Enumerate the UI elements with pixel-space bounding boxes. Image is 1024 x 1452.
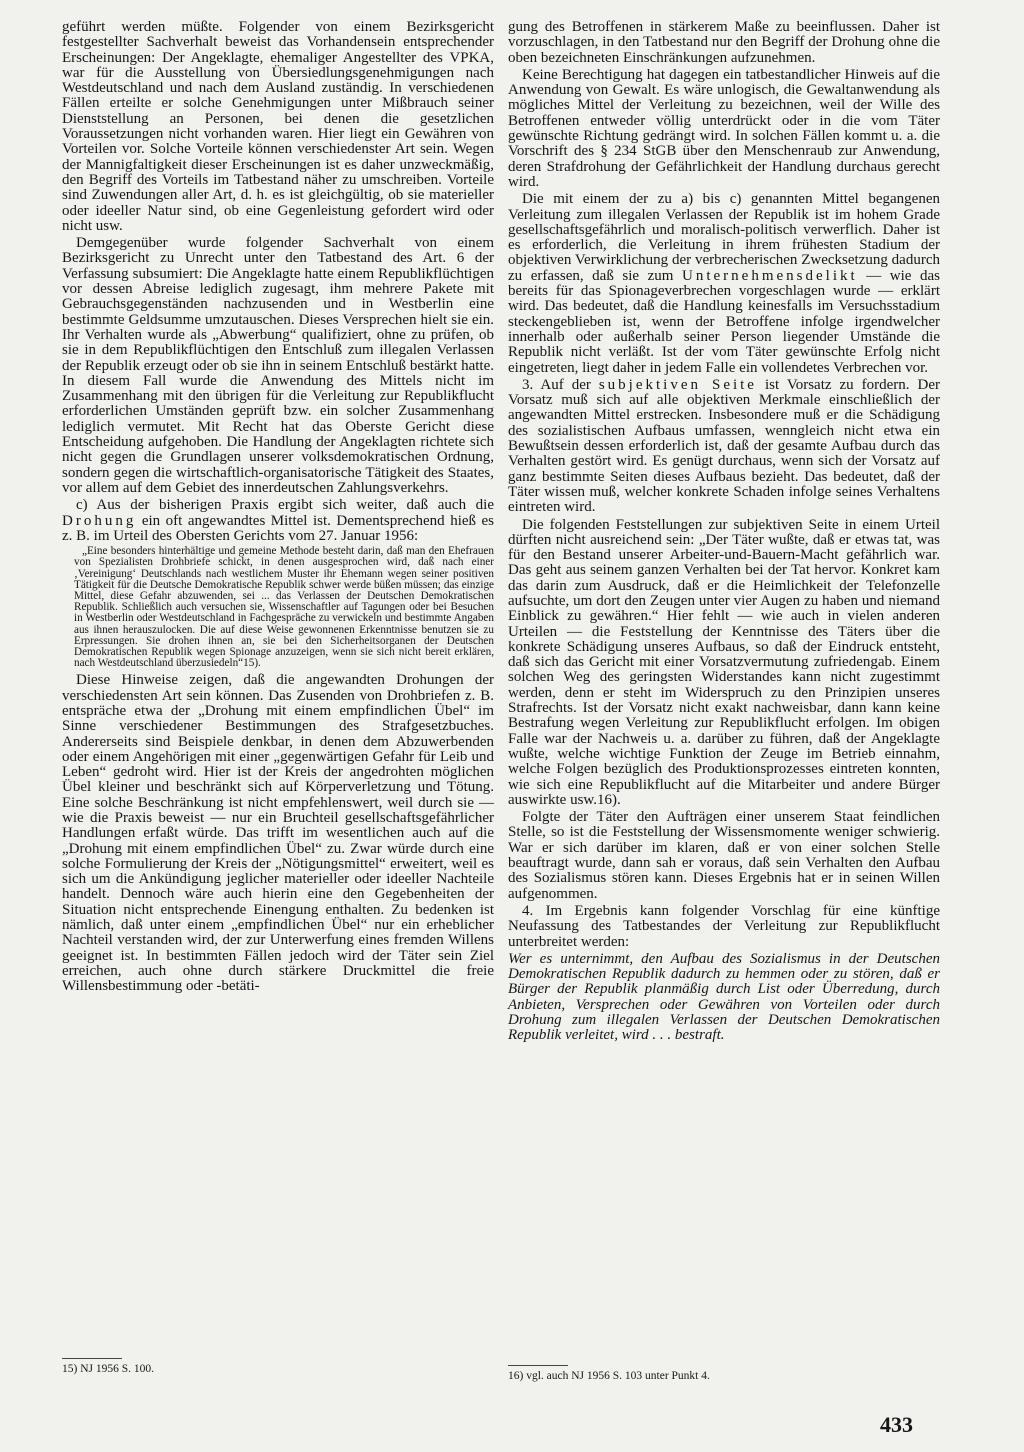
footnote-rule bbox=[508, 1365, 568, 1366]
paragraph: Die folgenden Feststellungen zur subjektiven Seite in einem Urteil dürften nicht ausreichend sein: „Der Täter wußte, daß er etwas tat, was für den Bestand unserer Arbeiter-und-Bauern-Macht gefährlich war. Das geht aus seinem ganzen Verhalten bei der Tat hervor. Konkret kam das darin zum Ausdruck, daß er die Heimlichkeit der Telefonzelle aufsuchte, um dort den Zeugen unter vier Augen zu haben und niemand Einblick zu gewähren.“ Hier fehlt — wie auch in vielen anderen Urteilen — die Feststellung der Kenntnisse des Täters über die konkrete Schädigung unseres Aufbaus, so daß der Eindruck entsteht, daß sich das Gericht mit einer Vorsatzvermutung zufriedengab. Einem solchen Weg des geringsten Widerstandes kann nicht zugestimmt werden, denn er steht im Widerspruch zu den Prinzipien unseres Strafrechts. Ist der Vorsatz nicht exakt nachweisbar, dann kann keine Bestrafung wegen Verleitung zur Republikflucht erfolgen. Im obigen Falle war der Nachweis u. a. darüber zu führen, daß der Angeklagte wußte, welche wichtige Funktion der Zeuge im Betrieb einnahm, welche Folgen bezüglich des Produktionsprozesses eintreten konnten, wie sich eine Republikflucht auf die Mitarbeiter und andere Bürger auswirkte usw.16). bbox=[508, 516, 940, 808]
page-number: 433 bbox=[880, 1412, 913, 1437]
footnote-area bbox=[62, 1350, 494, 1376]
block-quote: „Eine besonders hinterhältige und gemeine Methode besteht darin, daß man den Ehefrauen von Spezialisten Drohbriefe schickt, in denen ausgesprochen wird, daß nach einer ‚Vereinigung‘ Deutschlands nach westlichem Muster ihr Ehemann wegen seiner positiven Tätigkeit für die Deutsche Demokratische Republik schwer werde büßen müssen; das einzige Mittel, diese Gefahr abzuwenden, sei ... das Verlassen der Deutschen Demokratischen Republik. Schließlich auch versuchen sie, Wissenschaftler auf Tagungen oder bei Besuchen in Westberlin oder Westdeutschland in Fachgespräche zu verwickeln und bestimmte Angaben aus ihnen herauszulocken. Die auf diese Weise gewonnenen Erkenntnisse benutzen sie zu Erpressungen. Sie drohen ihnen an, sie bei den Sicherheitsorganen der Deutschen Demokratischen Republik wegen Spionage anzuzeigen, wenn sie sich nicht bereit erklären, nach Westdeutschland überzusiedeln“15). bbox=[74, 545, 494, 670]
emphasized-term: subjektiven Seite bbox=[598, 376, 757, 393]
emphasized-term: Drohung bbox=[62, 512, 137, 529]
paragraph: Folgte der Täter den Aufträgen einer unserem Staat feindlichen Stelle, so ist die Feststellung der Wissensmomente weniger schwierig. War er sich darüber im klaren, daß er von einer solchen Stelle beauftragt wurde, dann sah er voraus, daß sein Verhalten den Aufbau des Sozialismus stören kann. Dieses Ergebnis hat er in seinen Willen aufgenommen. bbox=[508, 809, 940, 902]
emphasized-term: Unternehmensdelikt bbox=[682, 267, 858, 284]
legal-proposal: Wer es unternimmt, den Aufbau des Sozialismus in der Deutschen Demokratischen Republik dadurch zu hemmen oder zu stören, daß er Bürger der Republik planmäßig durch List oder Überredung, durch Anbieten, Versprechen oder Gewähren von Vorteilen oder durch Drohung zum illegalen Verlassen der Deutschen Demokratischen Republik verleitet, wird . . . bestraft. bbox=[508, 950, 940, 1044]
right-column bbox=[508, 19, 941, 1382]
text-span: c) Aus der bisherigen Praxis ergibt sich weiter, daß auch die bbox=[76, 497, 494, 514]
left-column bbox=[62, 19, 495, 1375]
paragraph: gung des Betroffenen in stärkerem Maße zu beeinflussen. Daher ist vorzuschlagen, in den Tatbestand nur den Begriff der Drohung ohne die oben bezeichneten Einschränkungen aufzunehmen. bbox=[508, 19, 940, 66]
footnote: 15) NJ 1956 S. 100. bbox=[62, 1363, 155, 1375]
paragraph: Diese Hinweise zeigen, daß die angewandten Drohungen der verschiedensten Art sein können. Das Zusenden von Drohbriefen z. B. entspräche etwa der „Drohung mit einem empfindlichen Übel“ im Sinne verschiedener Bestimmungen des Strafgesetzbuches. Andererseits sind Beispiele denkbar, in denen dem Abzuwerbenden oder einem Angehörigen mit einer „gegenwärtigen Gefahr für Leib und Leben“ gedroht wird. Hier ist der Kreis der angedrohten möglichen Übel kleiner und beschränkt sich auf Körperverletzung und Tötung. Eine solche Beschränkung ist nicht empfehlenswert, weil durch sie — wie die Praxis beweist — nur ein Bruchteil gesellschaftsgefährlicher Handlungen erfaßt würde. Das trifft im wesentlichen auch auf die „Drohung mit einem empfindlichen Übel“ zu. Zwar würde durch eine solche Formulierung der Kreis der „Nötigungsmittel“ erweitert, weil es sich um die Ankündigung jeglicher materieller oder ideeller Nachteile handelt. Dennoch wäre auch hierin eine den Gegebenheiten der Situation nicht entsprechende Einengung enthalten. Zu bedenken ist nämlich, daß unter einem „empfindlichen Übel“ nur ein erheblicher Nachteil verstanden wird, der zur Unterwerfung eines fremden Willens geeignet ist. In bestimmten Fällen jedoch wird der Täter sein Ziel erreichen, auch ohne durch stärkere Druckmittel die freie Willensbestimmung oder -betäti- bbox=[62, 672, 494, 995]
footnote: 16) vgl. auch NJ 1956 S. 103 unter Punkt 4. bbox=[508, 1370, 710, 1382]
paragraph: geführt werden müßte. Folgender von einem Bezirksgericht festgestellter Sachverhalt beweist das Vorhandensein entsprechender Erscheinungen: Der Angeklagte, ehemaliger Angestellter des VPKA, war für die Ausstellung von Übersiedlungsgenehmigungen nach Westdeutschland und nach dem Ausland zuständig. In verschiedenen Fällen erteilte er solche Genehmigungen unter Mißbrauch seiner Dienststellung an Personen, bei denen die gesetzlichen Voraussetzungen nicht vorhanden waren. Hier liegt ein Gewähren von Vorteilen vor. Solche Vorteile können verschiedenster Art sein. Wegen der Mannigfaltigkeit dieser Erscheinungen ist es daher unzweckmäßig, den Begriff des Vorteils im Tatbestand näher zu umschreiben. Vorteile sind Zuwendungen aller Art, d. h. es ist gleichgültig, ob sie materieller oder ideeller Natur sind, ob eine Gegenleistung gefordert wird oder nicht usw. bbox=[62, 19, 494, 234]
footnote-rule bbox=[62, 1358, 122, 1359]
paragraph bbox=[508, 192, 940, 376]
paragraph: 4. Im Ergebnis kann folgender Vorschlag für eine künftige Neufassung des Tatbestandes der Verleitung zur Republikflucht unterbreitet werden: bbox=[508, 902, 940, 950]
paragraph: Demgegenüber wurde folgender Sachverhalt von einem Bezirksgericht zu Unrecht unter den Tatbestand des Art. 6 der Verfassung subsumiert: Die Angeklagte hatte einem Republikflüchtigen vor dessen Abreise lediglich zugesagt, ihm mehrere Pakete mit Gebrauchsgegenständen nachzusenden und in Westberlin eine bestimmte Geldsumme umzutauschen. Dieses Versprechen hielt sie ein. Ihr Verhalten wurde als „Abwerbung“ qualifiziert, ohne zu prüfen, ob sie in dem Republikflüchtigen den Entschluß zum illegalen Verlassen der Republik erzeugt oder ob sie ihn in seinem Entschluß bestärkt hatte. In diesem Fall wurde die Anwendung des Mittels nicht im Zusammenhang mit den übrigen für die Verleitung zur Republikflucht erforderlichen Umständen geprüft bzw. ein solcher Zusammenhang lediglich vermutet. Mit Recht hat das Oberste Gericht diese Entscheidung aufgehoben. Die Handlung der Angeklagten richtete sich nicht gegen die Grundlagen unserer volksdemokratischen Ordnung, sondern gegen die wirtschaftlich-organisatorische Tätigkeit des Staates, vor allem auf dem Gebiet des innerdeutschen Zahlungsverkehrs. bbox=[62, 235, 494, 496]
text-span: — wie das bereits für das Spionageverbrechen vorgeschlagen wurde — erklärt wird. Das bedeutet, daß die Handlung keinesfalls im Versuchsstadium steckengeblieben ist, wenn der Betroffene infolge irgendwelcher innerhalb oder außerhalb seiner Person liegender Umstände die Republik nicht verläßt. Ist der vom Täter gewünschte Erfolg nicht eingetreten, liegt daher in jedem Falle ein vollendetes Verbrechen vor. bbox=[508, 267, 940, 376]
text-span: 3. Auf der bbox=[522, 376, 591, 393]
text-span: Die mit einem der zu a) bis c) genannten Mittel begangenen Verleitung zum illegalen Verlassen der Republik ist im hohem Grade gesellschaftsgefährlich und moralisch-politisch verwerflich. Daher ist es erforderlich, die Verleitung in ihrem frühesten Stadium der objektiven Verwirklichung der verbrecherischen Zwecksetzung dadurch zu erfassen, daß sie zum bbox=[508, 191, 940, 284]
paragraph bbox=[508, 378, 940, 516]
text-span: ein oft angewandtes Mittel ist. Dementsprechend hieß es z. B. im Urteil des Obersten Gerichts vom 27. Januar 1956: bbox=[62, 512, 495, 544]
paragraph: Keine Berechtigung hat dagegen ein tatbestandlicher Hinweis auf die Anwendung von Gewalt. Es wäre unlogisch, die Gewaltanwendung als mögliches Mittel der Verleitung zu bezeichnen, weil der Wille des Betroffenen entweder völlig unterdrückt oder in die vom Täter gewünschte Richtung gedrängt wird. In solchen Fällen kommt u. a. die Vorschrift des § 234 StGB über den Menschenraub zur Anwendung, deren Strafdrohung der Gefährlichkeit der Handlung durchaus gerecht wird. bbox=[508, 66, 940, 190]
text-span: ist Vorsatz zu fordern. Der Vorsatz muß sich auf alle objektiven Merkmale einschließlich der angewandten Mittel erstrecken. Insbesondere muß er die Schädigung des sozialistischen Aufbaus umfassen, wenngleich nicht etwa ein Bewußtsein dessen erforderlich ist, daß der gesamte Aufbau durch das Verhalten gestört wird. Es genügt durchaus, wenn sich der Vorsatz auf ganz bestimmte Seiten dieses Aufbaus bezieht. Das bedeutet, daß der Täter wissen muß, welcher konkrete Schaden infolge seines Verhaltens eintreten wird. bbox=[508, 376, 941, 516]
footnote-area bbox=[508, 1357, 940, 1383]
paragraph-c bbox=[62, 498, 494, 544]
